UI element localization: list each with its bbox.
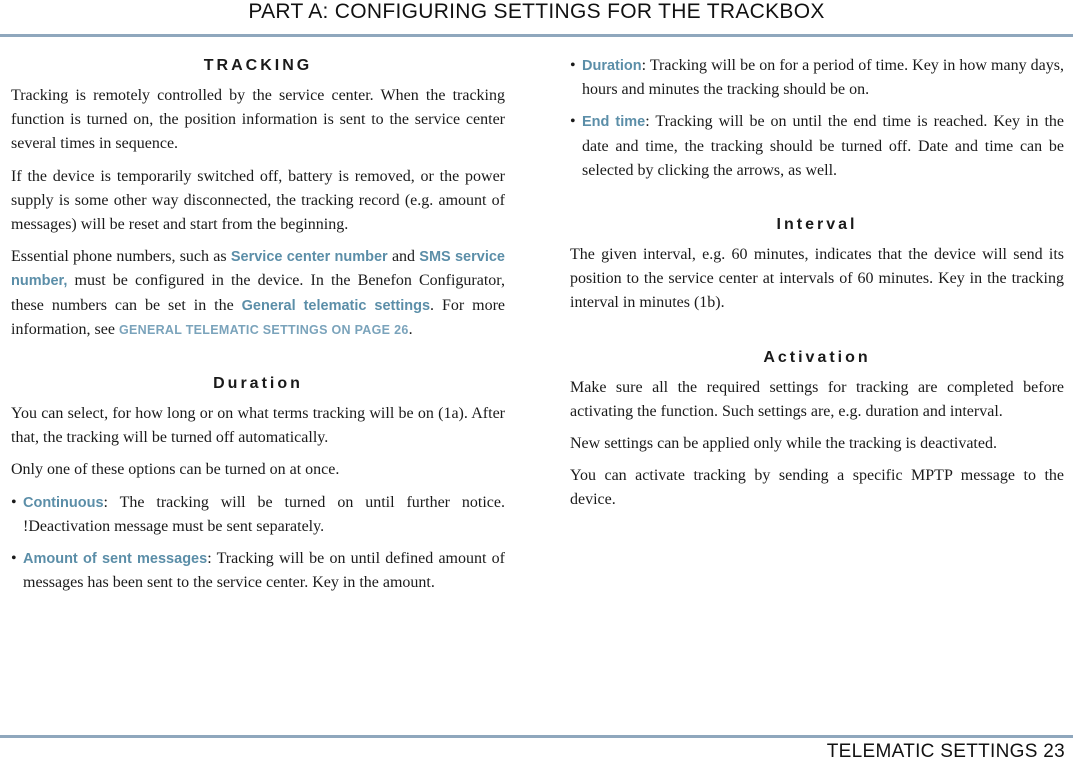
activation-paragraph-2: New settings can be applied only while the tracking is deactivated. [570, 435, 997, 453]
duration-paragraph-1: You can select, for how long or on what terms tracking will be on (1a). After that, the tracking will be turned off automatically. [11, 405, 505, 447]
footer-rule [0, 735, 1073, 738]
tracking-heading: TRACKING [203, 57, 313, 74]
list-item [11, 491, 505, 539]
duration-paragraph-2: Only one of these options can be turned on at once. [11, 461, 340, 479]
list-item [570, 110, 1064, 183]
tracking-paragraph-2: If the device is temporarily switched off, battery is removed, or the power supply is some other way disconnected, the tracking record (e.g. amount of messages) will be reset and start from the beginning. [11, 167, 505, 234]
option-label: Duration [582, 58, 642, 74]
bullet-icon: • [570, 113, 576, 131]
option-text: : Tracking will be on until defined amount of messages has been sent to the service center. Key in the amount. [23, 550, 505, 592]
service-center-number-ref: Service center number [230, 249, 388, 266]
list-item [570, 54, 1064, 102]
general-telematic-settings-ref: General telematic settings [241, 297, 431, 314]
option-text: : Tracking will be on until the end time is reached. Key in the date and time, the tracking should be turned off. Date and time can be selected by clicking the arrows, as well. [582, 113, 1065, 179]
left-column [11, 54, 505, 603]
activation-paragraph-1: Make sure all the required settings for tracking are completed before activating the function. Such settings are, e.g. duration and interval. [570, 378, 1064, 420]
sms-service-number-ref: SMS service number, [11, 249, 505, 290]
option-label: End time [582, 114, 646, 131]
tracking-paragraph-1: Tracking is remotely controlled by the service center. When the tracking function is turned on, the position information is sent to the service center several times in sequence. [11, 87, 505, 153]
option-label: Amount of sent messages [23, 551, 208, 568]
option-text: : The tracking will be turned on until further notice. !Deactivation message must be sent separately. [23, 493, 505, 535]
page-footer: TELEMATIC SETTINGS 23 [826, 741, 1065, 762]
text-fragment: . For more information, see [11, 296, 506, 338]
option-text: : Tracking will be on for a period of time. Key in how many days, hours and minutes the tracking should be on. [582, 57, 1064, 99]
page-header-title: PART A: CONFIGURING SETTINGS FOR THE TRACKBOX [248, 0, 825, 23]
text-fragment: must be configured in the device. In the Benefon Configurator, these numbers can be set in the [11, 272, 505, 314]
activation-paragraph-3: You can activate tracking by sending a specific MPTP message to the device. [570, 467, 1064, 509]
header-rule [0, 34, 1073, 37]
bullet-icon: • [570, 57, 576, 74]
cross-reference-link[interactable]: GENERAL TELEMATIC SETTINGS ON PAGE 26 [118, 322, 409, 337]
text-fragment: and [387, 248, 420, 266]
text-fragment: Essential phone numbers, such as [11, 248, 231, 266]
bullet-icon: • [11, 493, 17, 511]
duration-heading: Duration [213, 375, 303, 393]
bullet-icon: • [11, 550, 17, 568]
text-fragment: . [408, 320, 413, 338]
right-column [570, 54, 1064, 521]
tracking-paragraph-3 [11, 245, 505, 342]
interval-heading: Interval [776, 216, 858, 234]
interval-paragraph-1: The given interval, e.g. 60 minutes, indicates that the device will send its position to the service center at intervals of 60 minutes. Key in the tracking interval in minutes (1b). [570, 246, 1064, 312]
option-label: Continuous [23, 494, 104, 511]
activation-heading: Activation [763, 348, 871, 366]
list-item [11, 547, 505, 595]
